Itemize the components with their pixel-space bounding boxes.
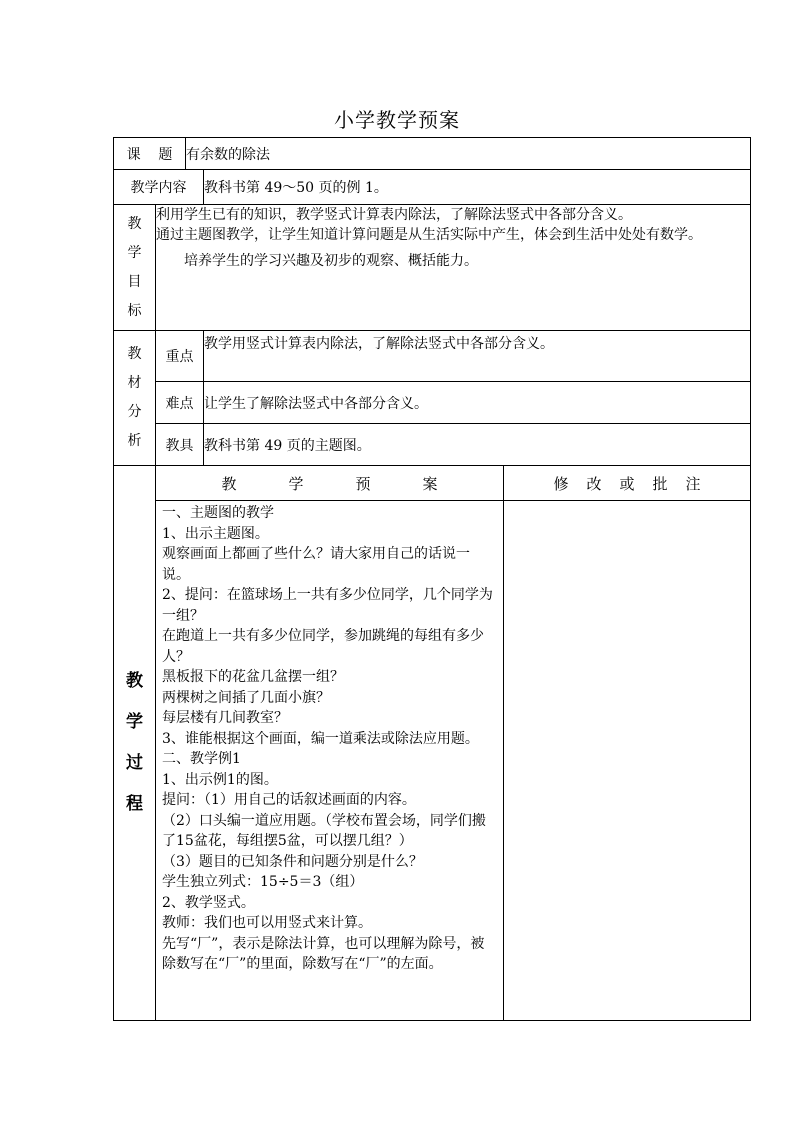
header-char: 案 bbox=[422, 474, 438, 493]
analysis-row-tools bbox=[114, 424, 751, 466]
header-char: 改 bbox=[586, 474, 602, 493]
content-row bbox=[114, 170, 751, 205]
process-line: 观察画面上都画了些什么？请大家用自己的话说一说。 bbox=[162, 546, 470, 583]
process-line: （2）口头编一道应用题。（学校布置会场，同学们搬了15盆花，每组摆5盆，可以摆几组？） bbox=[162, 812, 486, 849]
content-label: 教学内容 bbox=[114, 170, 204, 205]
analysis-sub-value: 教科书第 49 页的主题图。 bbox=[204, 424, 751, 466]
process-label-char: 学 bbox=[126, 712, 143, 732]
topic-value: 有余数的除法 bbox=[186, 138, 751, 170]
goals-row bbox=[114, 205, 751, 331]
process-line: 黑板报下的花盆几盆摆一组？ bbox=[162, 669, 344, 685]
process-line: 在跑道上一共有多少位同学，参加跳绳的每组有多少人？ bbox=[162, 628, 484, 665]
content-value: 教科书第 49～50 页的例 1。 bbox=[204, 170, 751, 205]
process-line: （3）题目的已知条件和问题分别是什么？ bbox=[162, 853, 423, 870]
goals-label-char: 标 bbox=[127, 302, 142, 319]
header-char: 学 bbox=[288, 474, 304, 493]
analysis-label-char: 教 bbox=[127, 346, 142, 362]
analysis-row-difficulty bbox=[114, 382, 751, 424]
process-line: 教师：我们也可以用竖式来计算。 bbox=[162, 915, 372, 931]
process-line: 二、教学例1 bbox=[162, 751, 241, 767]
header-char: 教 bbox=[221, 474, 237, 493]
header-char: 批 bbox=[652, 474, 668, 493]
process-line: 两棵树之间插了几面小旗？ bbox=[162, 689, 330, 706]
analysis-label-char: 材 bbox=[127, 375, 142, 391]
topic-label-text: 课 题 bbox=[126, 146, 173, 163]
lesson-plan-table bbox=[113, 137, 751, 1021]
analysis-label-char: 分 bbox=[127, 404, 142, 420]
header-char: 预 bbox=[355, 474, 371, 493]
goal-line: 通过主题图教学，让学生知道计算问题是从生活实际中产生，体会到生活中处处有数学。 bbox=[156, 227, 702, 243]
process-line: 1、出示主题图。 bbox=[162, 525, 269, 542]
analysis-row-key bbox=[114, 331, 751, 382]
process-line: 2、提问：在篮球场上一共有多少位同学，几个同学为一组？ bbox=[162, 587, 493, 624]
process-line: 每层楼有几间教室？ bbox=[162, 710, 288, 726]
process-label-char: 程 bbox=[126, 794, 143, 814]
goals-label bbox=[114, 205, 156, 331]
process-header-row bbox=[114, 466, 751, 501]
analysis-sub-label: 难点 bbox=[156, 382, 204, 424]
header-char: 修 bbox=[553, 474, 569, 493]
process-line: 3、谁能根据这个画面，编一道乘法或除法应用题。 bbox=[162, 730, 479, 747]
process-body-row bbox=[114, 501, 751, 1021]
process-line: 学生独立列式：15÷5＝3（组） bbox=[162, 874, 364, 890]
goals-label-char: 目 bbox=[127, 273, 142, 290]
process-content bbox=[156, 501, 504, 1021]
process-line: 先写“厂”，表示是除法计算，也可以理解为除号，被除数写在“厂”的里面，除数写在“厂”的左面。 bbox=[162, 935, 485, 972]
analysis-sub-label: 重点 bbox=[156, 331, 204, 382]
process-line: 一、主题图的教学 bbox=[162, 505, 274, 521]
process-label bbox=[114, 466, 156, 1021]
analysis-label bbox=[114, 331, 156, 466]
notes-content bbox=[504, 501, 751, 1021]
analysis-label-char: 析 bbox=[127, 433, 142, 449]
analysis-sub-label: 教具 bbox=[156, 424, 204, 466]
analysis-sub-value: 让学生了解除法竖式中各部分含义。 bbox=[204, 382, 751, 424]
process-label-char: 教 bbox=[126, 671, 143, 691]
topic-label bbox=[114, 138, 186, 170]
goals-content bbox=[156, 205, 751, 331]
process-label-char: 过 bbox=[126, 753, 143, 773]
topic-row bbox=[114, 138, 751, 170]
process-line: 1、出示例1的图。 bbox=[162, 771, 278, 788]
goal-line: 利用学生已有的知识，教学竖式计算表内除法，了解除法竖式中各部分含义。 bbox=[156, 207, 632, 223]
header-char: 注 bbox=[685, 474, 701, 493]
process-line: 2、教学竖式。 bbox=[162, 894, 255, 911]
analysis-sub-value: 教学用竖式计算表内除法，了解除法竖式中各部分含义。 bbox=[204, 331, 751, 382]
page-title: 小学教学预案 bbox=[334, 108, 460, 132]
goal-line: 培养学生的学习兴趣及初步的观察、概括能力。 bbox=[184, 253, 478, 269]
process-line: 提问：（1）用自己的话叙述画面的内容。 bbox=[162, 792, 416, 808]
plan-column-header bbox=[156, 466, 504, 501]
notes-column-header bbox=[504, 466, 751, 501]
goals-label-char: 学 bbox=[127, 244, 142, 261]
header-char: 或 bbox=[619, 474, 635, 493]
goals-label-char: 教 bbox=[127, 215, 142, 232]
